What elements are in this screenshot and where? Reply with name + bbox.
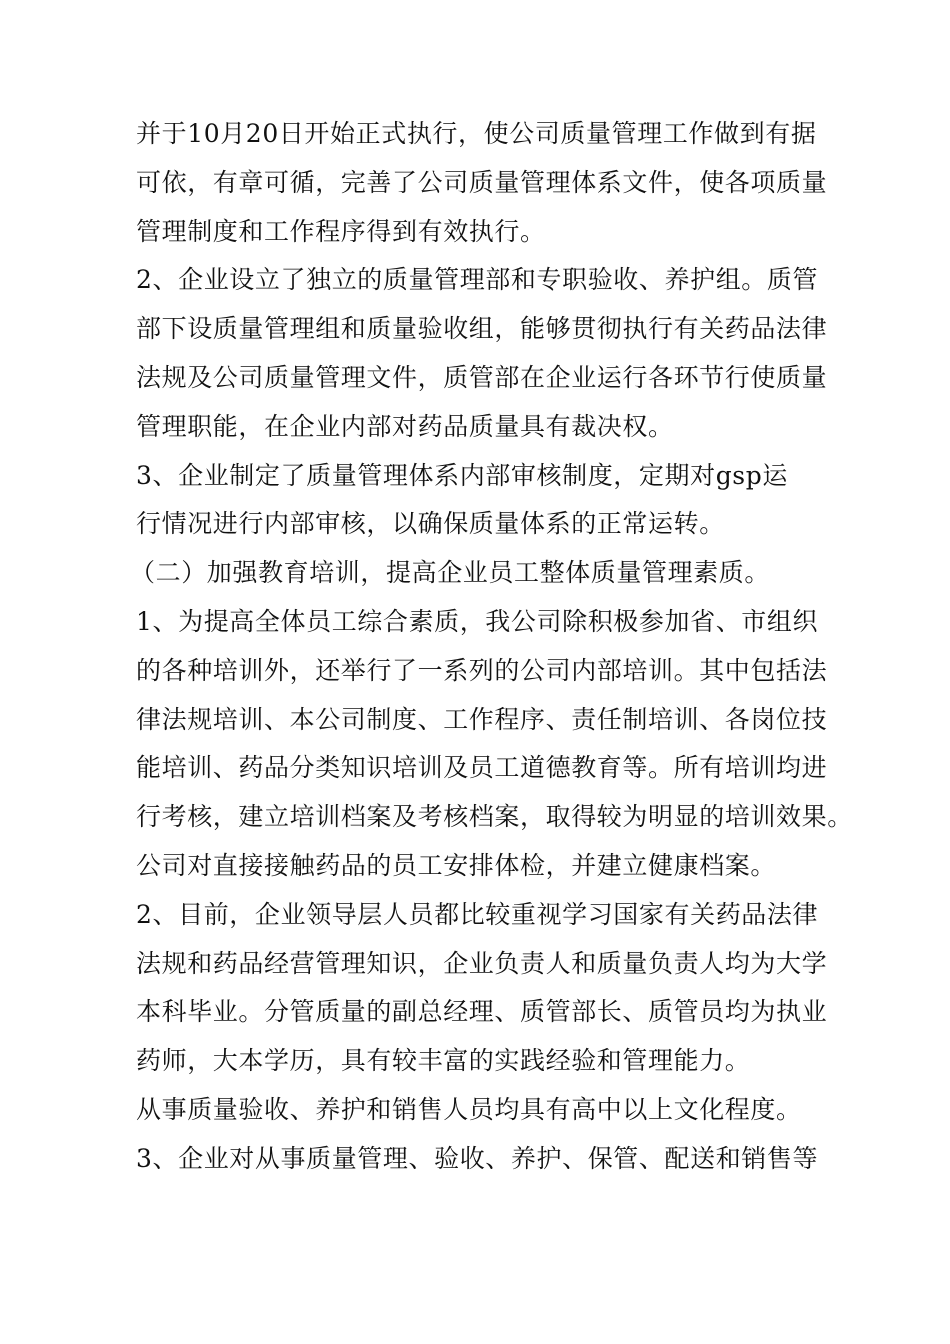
text-line: 2、企业设立了独立的质量管理部和专职验收、养护组。质管: [136, 265, 819, 295]
text-line: 部下设质量管理组和质量验收组，能够贯彻执行有关药品法律: [136, 314, 828, 344]
body-text: [130, 110, 856, 1184]
text-line: 管理职能，在企业内部对药品质量具有裁决权。: [136, 411, 674, 441]
text-line: 律法规培训、本公司制度、工作程序、责任制培训、各岗位技: [136, 704, 828, 734]
text-line: 管理制度和工作程序得到有效执行。: [136, 216, 546, 246]
text-line: 公司对直接接触药品的员工安排体检，并建立健康档案。: [136, 850, 777, 880]
text-line: 的各种培训外，还举行了一系列的公司内部培训。其中包括法: [136, 655, 828, 685]
text-line: 行情况进行内部审核，以确保质量体系的正常运转。: [136, 509, 725, 539]
text-line: 从事质量验收、养护和销售人员均具有高中以上文化程度。: [136, 1094, 802, 1124]
text-line: 药师，大本学历，具有较丰富的实践经验和管理能力。: [136, 1046, 751, 1076]
text-line: 本科毕业。分管质量的副总经理、质管部长、质管员均为执业: [136, 997, 828, 1027]
text-line: 3、企业制定了质量管理体系内部审核制度，定期对gsp运: [136, 460, 788, 490]
text-line: 2、目前，企业领导层人员都比较重视学习国家有关药品法律: [136, 899, 819, 929]
text-line: 法规和药品经营管理知识，企业负责人和质量负责人均为大学: [136, 948, 828, 978]
text-line: 1、为提高全体员工综合素质，我公司除积极参加省、市组织: [136, 606, 819, 636]
text-line: 3、企业对从事质量管理、验收、养护、保管、配送和销售等: [136, 1143, 819, 1173]
section-heading: （二）加强教育培训，提高企业员工整体质量管理素质。: [130, 558, 771, 588]
text-line: 行考核，建立培训档案及考核档案，取得较为明显的培训效果。: [136, 802, 853, 832]
text-line: 法规及公司质量管理文件，质管部在企业运行各环节行使质量: [136, 362, 828, 392]
text-line: 能培训、药品分类知识培训及员工道德教育等。所有培训均进: [136, 753, 828, 783]
text-line: 并于10月20日开始正式执行，使公司质量管理工作做到有据: [136, 119, 817, 148]
text-line: 可依，有章可循，完善了公司质量管理体系文件，使各项质量: [136, 167, 828, 197]
